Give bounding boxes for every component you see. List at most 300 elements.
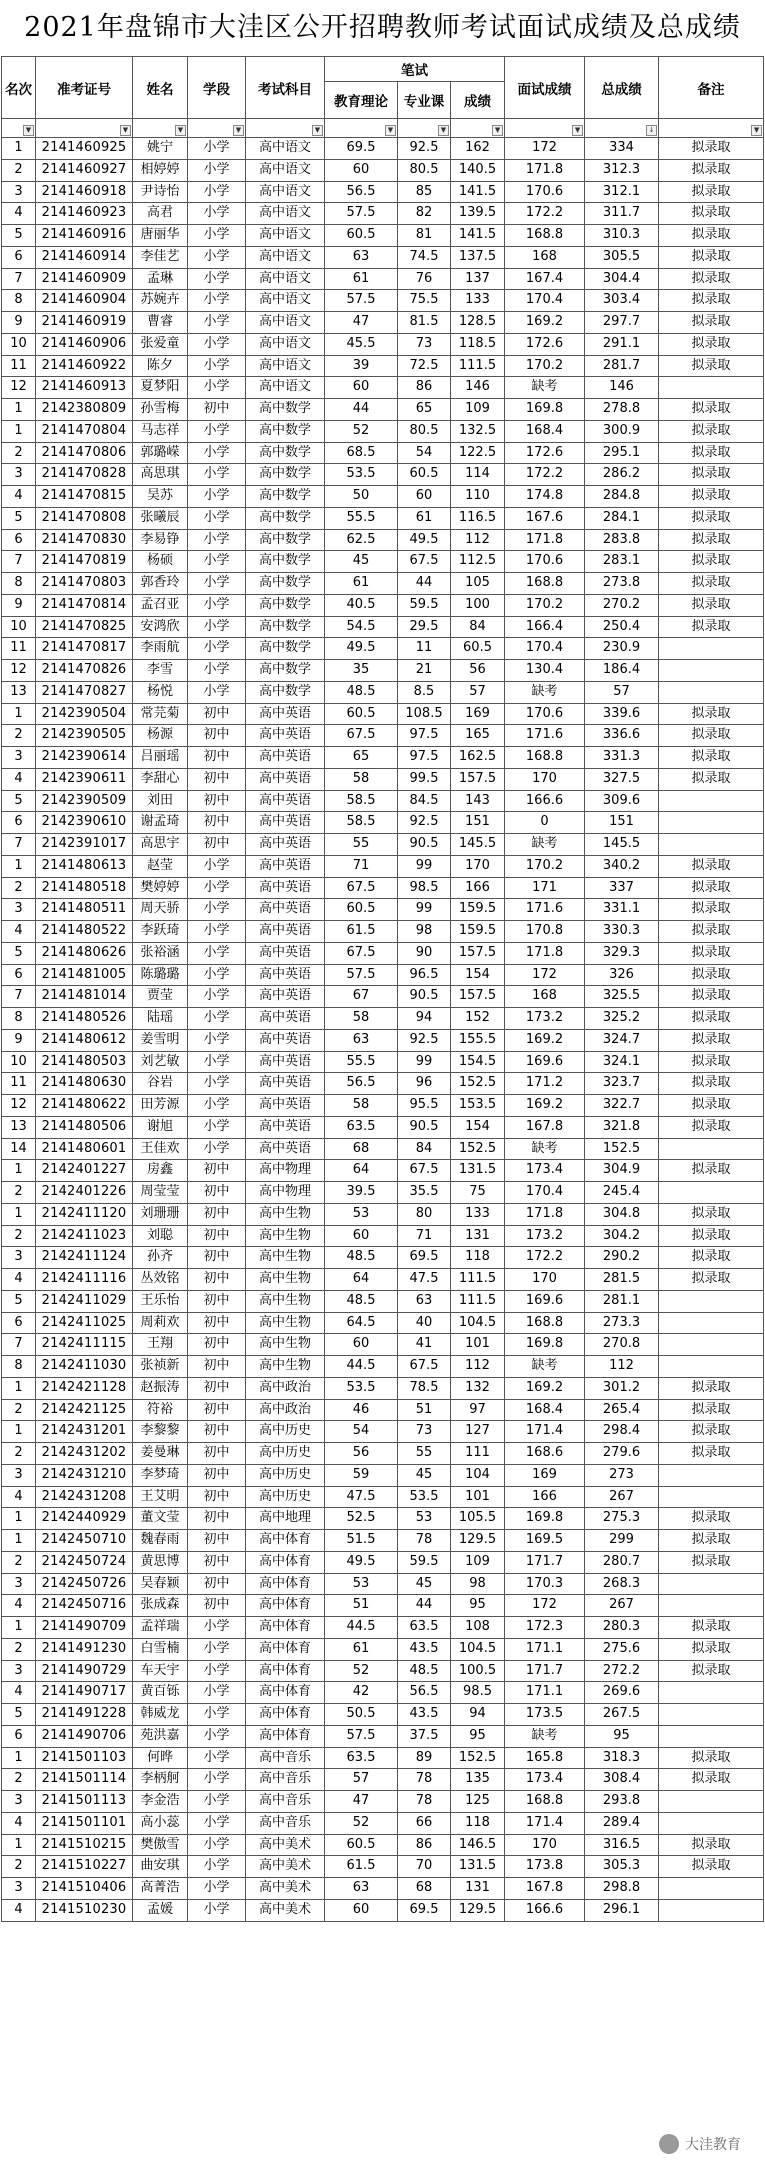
- cell-name: 陈夕: [133, 355, 188, 377]
- cell-note: 拟录取: [659, 268, 764, 290]
- cell-interview: 130.4: [505, 660, 585, 682]
- cell-major: 47.5: [398, 1269, 451, 1291]
- dropdown-arrow-icon[interactable]: ▼: [572, 125, 583, 136]
- cell-subject: 高中英语: [246, 899, 325, 921]
- dropdown-arrow-icon[interactable]: ▼: [23, 125, 34, 136]
- cell-name: 李梦琦: [133, 1464, 188, 1486]
- cell-note: 拟录取: [659, 464, 764, 486]
- table-row: [2, 507, 764, 529]
- cell-level: 小学: [188, 1747, 246, 1769]
- dropdown-arrow-icon[interactable]: ▼: [751, 125, 762, 136]
- cell-subject: 高中英语: [246, 921, 325, 943]
- cell-note: 拟录取: [659, 725, 764, 747]
- cell-major: 59.5: [398, 1551, 451, 1573]
- dropdown-arrow-icon[interactable]: ▼: [438, 125, 449, 136]
- cell-written-score: 133: [451, 1203, 505, 1225]
- cell-rank: 11: [2, 1073, 36, 1095]
- cell-subject: 高中英语: [246, 964, 325, 986]
- cell-major: 67.5: [398, 551, 451, 573]
- table-row: [2, 1095, 764, 1117]
- cell-interview: 170.2: [505, 855, 585, 877]
- cell-name: 姜雪明: [133, 1029, 188, 1051]
- cell-major: 78: [398, 1791, 451, 1813]
- cell-exam-id: 2141481005: [36, 964, 133, 986]
- cell-theory: 35: [325, 660, 398, 682]
- cell-theory: 42: [325, 1682, 398, 1704]
- cell-theory: 58: [325, 768, 398, 790]
- cell-level: 初中: [188, 1334, 246, 1356]
- cell-exam-id: 2142450710: [36, 1530, 133, 1552]
- cell-rank: 7: [2, 268, 36, 290]
- cell-subject: 高中数学: [246, 507, 325, 529]
- cell-total: 186.4: [585, 660, 659, 682]
- table-row: [2, 616, 764, 638]
- cell-major: 73: [398, 1421, 451, 1443]
- cell-subject: 高中生物: [246, 1247, 325, 1269]
- filter-cell-theory: [325, 119, 398, 138]
- cell-major: 86: [398, 377, 451, 399]
- table-row: [2, 986, 764, 1008]
- cell-note: 拟录取: [659, 333, 764, 355]
- cell-exam-id: 2141480613: [36, 855, 133, 877]
- cell-interview: 167.8: [505, 1116, 585, 1138]
- cell-theory: 67: [325, 986, 398, 1008]
- cell-total: 95: [585, 1725, 659, 1747]
- filter-row: [2, 119, 764, 138]
- cell-theory: 60.5: [325, 703, 398, 725]
- cell-total: 325.5: [585, 986, 659, 1008]
- cell-interview: 170.6: [505, 181, 585, 203]
- cell-subject: 高中英语: [246, 725, 325, 747]
- cell-major: 45: [398, 1464, 451, 1486]
- cell-written-score: 109: [451, 1551, 505, 1573]
- cell-subject: 高中美术: [246, 1834, 325, 1856]
- dropdown-arrow-icon[interactable]: ▼: [312, 125, 323, 136]
- cell-rank: 10: [2, 1051, 36, 1073]
- table-row: [2, 1704, 764, 1726]
- cell-subject: 高中语文: [246, 246, 325, 268]
- cell-written-score: 122.5: [451, 442, 505, 464]
- cell-written-score: 110: [451, 486, 505, 508]
- header-level: 学段: [188, 57, 246, 119]
- cell-major: 67.5: [398, 1160, 451, 1182]
- table-row: [2, 1203, 764, 1225]
- cell-name: 韩威龙: [133, 1704, 188, 1726]
- cell-note: 拟录取: [659, 986, 764, 1008]
- cell-name: 张裕涵: [133, 942, 188, 964]
- cell-exam-id: 2142401227: [36, 1160, 133, 1182]
- cell-total: 152.5: [585, 1138, 659, 1160]
- cell-total: 312.1: [585, 181, 659, 203]
- dropdown-arrow-icon[interactable]: ▼: [385, 125, 396, 136]
- cell-name: 陆瑶: [133, 1008, 188, 1030]
- cell-name: 吴春颖: [133, 1573, 188, 1595]
- cell-note: 拟录取: [659, 1421, 764, 1443]
- cell-level: 小学: [188, 1095, 246, 1117]
- cell-level: 小学: [188, 1116, 246, 1138]
- cell-rank: 1: [2, 855, 36, 877]
- cell-subject: 高中英语: [246, 986, 325, 1008]
- table-row: [2, 1377, 764, 1399]
- cell-theory: 54: [325, 1421, 398, 1443]
- cell-subject: 高中音乐: [246, 1791, 325, 1813]
- cell-theory: 48.5: [325, 1247, 398, 1269]
- cell-rank: 2: [2, 442, 36, 464]
- cell-name: 贾莹: [133, 986, 188, 1008]
- cell-note: 拟录取: [659, 964, 764, 986]
- cell-total: 268.3: [585, 1573, 659, 1595]
- dropdown-arrow-icon[interactable]: ▼: [175, 125, 186, 136]
- cell-total: 284.8: [585, 486, 659, 508]
- cell-theory: 63: [325, 1878, 398, 1900]
- cell-rank: 7: [2, 986, 36, 1008]
- cell-total: 286.2: [585, 464, 659, 486]
- cell-note: 拟录取: [659, 290, 764, 312]
- cell-exam-id: 2141460919: [36, 312, 133, 334]
- cell-note: 拟录取: [659, 1638, 764, 1660]
- cell-written-score: 152.5: [451, 1138, 505, 1160]
- cell-note: 拟录取: [659, 507, 764, 529]
- cell-note: [659, 790, 764, 812]
- cell-exam-id: 2142450716: [36, 1595, 133, 1617]
- cell-note: 拟录取: [659, 1160, 764, 1182]
- cell-exam-id: 2142411029: [36, 1290, 133, 1312]
- cell-total: 145.5: [585, 834, 659, 856]
- cell-theory: 39: [325, 355, 398, 377]
- cell-note: [659, 1356, 764, 1378]
- cell-subject: 高中数学: [246, 638, 325, 660]
- cell-total: 305.5: [585, 246, 659, 268]
- cell-note: [659, 1812, 764, 1834]
- cell-theory: 60: [325, 1899, 398, 1921]
- table-row: [2, 377, 764, 399]
- cell-subject: 高中英语: [246, 855, 325, 877]
- cell-exam-id: 2141460904: [36, 290, 133, 312]
- cell-level: 小学: [188, 964, 246, 986]
- cell-interview: 173.2: [505, 1008, 585, 1030]
- cell-name: 高君: [133, 203, 188, 225]
- cell-rank: 5: [2, 1290, 36, 1312]
- cell-major: 44: [398, 573, 451, 595]
- header-subject: 考试科目: [246, 57, 325, 119]
- score-table: [1, 56, 764, 1922]
- cell-theory: 58.5: [325, 790, 398, 812]
- cell-theory: 56: [325, 1443, 398, 1465]
- cell-theory: 60: [325, 377, 398, 399]
- cell-interview: 172: [505, 138, 585, 160]
- cell-rank: 4: [2, 1486, 36, 1508]
- cell-exam-id: 2141490729: [36, 1660, 133, 1682]
- cell-major: 37.5: [398, 1725, 451, 1747]
- cell-note: [659, 1725, 764, 1747]
- cell-total: 309.6: [585, 790, 659, 812]
- cell-note: [659, 1573, 764, 1595]
- dropdown-arrow-icon[interactable]: ▼: [120, 125, 131, 136]
- cell-note: 拟录取: [659, 159, 764, 181]
- filter-cell-note: [659, 119, 764, 138]
- cell-written-score: 100.5: [451, 1660, 505, 1682]
- cell-total: 337: [585, 877, 659, 899]
- cell-exam-id: 2142411120: [36, 1203, 133, 1225]
- table-row: [2, 529, 764, 551]
- cell-subject: 高中体育: [246, 1551, 325, 1573]
- cell-interview: 172.6: [505, 333, 585, 355]
- cell-major: 81.5: [398, 312, 451, 334]
- cell-name: 谷岩: [133, 1073, 188, 1095]
- table-row: [2, 768, 764, 790]
- cell-level: 小学: [188, 1029, 246, 1051]
- cell-total: 322.7: [585, 1095, 659, 1117]
- cell-interview: 171.7: [505, 1660, 585, 1682]
- cell-interview: 172.2: [505, 203, 585, 225]
- cell-interview: 171.6: [505, 899, 585, 921]
- cell-theory: 58: [325, 1095, 398, 1117]
- table-row: [2, 442, 764, 464]
- cell-theory: 47: [325, 1791, 398, 1813]
- cell-level: 小学: [188, 333, 246, 355]
- cell-subject: 高中音乐: [246, 1812, 325, 1834]
- cell-major: 74.5: [398, 246, 451, 268]
- cell-written-score: 111.5: [451, 355, 505, 377]
- cell-written-score: 112: [451, 529, 505, 551]
- cell-rank: 4: [2, 1812, 36, 1834]
- cell-total: 270.2: [585, 594, 659, 616]
- cell-note: 拟录取: [659, 1008, 764, 1030]
- cell-theory: 54.5: [325, 616, 398, 638]
- cell-name: 李甜心: [133, 768, 188, 790]
- cell-exam-id: 2142431208: [36, 1486, 133, 1508]
- dropdown-arrow-icon[interactable]: ▼: [492, 125, 503, 136]
- cell-note: 拟录取: [659, 616, 764, 638]
- cell-total: 269.6: [585, 1682, 659, 1704]
- cell-subject: 高中体育: [246, 1704, 325, 1726]
- cell-major: 84.5: [398, 790, 451, 812]
- cell-total: 273: [585, 1464, 659, 1486]
- cell-total: 267: [585, 1486, 659, 1508]
- cell-written-score: 129.5: [451, 1899, 505, 1921]
- cell-rank: 2: [2, 1551, 36, 1573]
- cell-theory: 69.5: [325, 138, 398, 160]
- cell-subject: 高中数学: [246, 399, 325, 421]
- table-row: [2, 1617, 764, 1639]
- cell-total: 304.4: [585, 268, 659, 290]
- cell-note: 拟录取: [659, 877, 764, 899]
- cell-total: 303.4: [585, 290, 659, 312]
- cell-subject: 高中英语: [246, 834, 325, 856]
- cell-rank: 1: [2, 1421, 36, 1443]
- cell-written-score: 141.5: [451, 225, 505, 247]
- cell-total: 298.4: [585, 1421, 659, 1443]
- cell-theory: 52: [325, 1660, 398, 1682]
- cell-note: [659, 1290, 764, 1312]
- cell-total: 281.7: [585, 355, 659, 377]
- cell-exam-id: 2141460927: [36, 159, 133, 181]
- cell-subject: 高中体育: [246, 1682, 325, 1704]
- cell-subject: 高中语文: [246, 138, 325, 160]
- cell-exam-id: 2142411023: [36, 1225, 133, 1247]
- cell-major: 21: [398, 660, 451, 682]
- cell-written-score: 112.5: [451, 551, 505, 573]
- cell-theory: 57.5: [325, 290, 398, 312]
- cell-total: 323.7: [585, 1073, 659, 1095]
- cell-interview: 167.6: [505, 507, 585, 529]
- cell-level: 小学: [188, 1769, 246, 1791]
- cell-interview: 173.4: [505, 1769, 585, 1791]
- cell-major: 80: [398, 1203, 451, 1225]
- cell-subject: 高中生物: [246, 1203, 325, 1225]
- cell-major: 71: [398, 1225, 451, 1247]
- cell-interview: 172.2: [505, 464, 585, 486]
- cell-rank: 13: [2, 1116, 36, 1138]
- cell-theory: 48.5: [325, 681, 398, 703]
- cell-level: 小学: [188, 377, 246, 399]
- cell-exam-id: 2141480522: [36, 921, 133, 943]
- cell-exam-id: 2141491230: [36, 1638, 133, 1660]
- cell-rank: 9: [2, 594, 36, 616]
- cell-subject: 高中英语: [246, 1029, 325, 1051]
- cell-total: 146: [585, 377, 659, 399]
- cell-total: 321.8: [585, 1116, 659, 1138]
- cell-exam-id: 2142411025: [36, 1312, 133, 1334]
- dropdown-arrow-icon[interactable]: ▼: [233, 125, 244, 136]
- cell-level: 初中: [188, 768, 246, 790]
- cell-written-score: 162.5: [451, 747, 505, 769]
- cell-major: 45: [398, 1573, 451, 1595]
- cell-major: 41: [398, 1334, 451, 1356]
- cell-name: 王佳欢: [133, 1138, 188, 1160]
- cell-exam-id: 2141470827: [36, 681, 133, 703]
- cell-name: 郭香玲: [133, 573, 188, 595]
- cell-name: 赵莹: [133, 855, 188, 877]
- cell-theory: 68.5: [325, 442, 398, 464]
- cell-name: 李金浩: [133, 1791, 188, 1813]
- cell-major: 92.5: [398, 138, 451, 160]
- filter-cell-name: [133, 119, 188, 138]
- cell-written-score: 159.5: [451, 921, 505, 943]
- cell-exam-id: 2142411116: [36, 1269, 133, 1291]
- cell-level: 小学: [188, 921, 246, 943]
- cell-major: 70: [398, 1856, 451, 1878]
- cell-rank: 2: [2, 1399, 36, 1421]
- cell-subject: 高中语文: [246, 181, 325, 203]
- cell-theory: 47.5: [325, 1486, 398, 1508]
- cell-level: 小学: [188, 573, 246, 595]
- cell-total: 280.3: [585, 1617, 659, 1639]
- cell-exam-id: 2141460906: [36, 333, 133, 355]
- cell-name: 高思宇: [133, 834, 188, 856]
- cell-level: 初中: [188, 1356, 246, 1378]
- cell-interview: 167.8: [505, 1878, 585, 1900]
- cell-rank: 8: [2, 290, 36, 312]
- cell-note: 拟录取: [659, 1073, 764, 1095]
- cell-written-score: 114: [451, 464, 505, 486]
- table-row: [2, 1530, 764, 1552]
- cell-rank: 3: [2, 1791, 36, 1813]
- cell-subject: 高中美术: [246, 1856, 325, 1878]
- cell-level: 初中: [188, 1269, 246, 1291]
- cell-written-score: 166: [451, 877, 505, 899]
- cell-written-score: 137: [451, 268, 505, 290]
- filter-cell-major: [398, 119, 451, 138]
- cell-major: 98.5: [398, 877, 451, 899]
- cell-interview: 173.4: [505, 1160, 585, 1182]
- cell-exam-id: 2141460923: [36, 203, 133, 225]
- cell-written-score: 105.5: [451, 1508, 505, 1530]
- cell-exam-id: 2141480506: [36, 1116, 133, 1138]
- cell-total: 245.4: [585, 1182, 659, 1204]
- cell-rank: 4: [2, 768, 36, 790]
- table-row: [2, 1138, 764, 1160]
- cell-exam-id: 2141470830: [36, 529, 133, 551]
- cell-total: 270.8: [585, 1334, 659, 1356]
- cell-name: 丛效铭: [133, 1269, 188, 1291]
- cell-interview: 169.5: [505, 1530, 585, 1552]
- cell-exam-id: 2142390504: [36, 703, 133, 725]
- cell-total: 308.4: [585, 1769, 659, 1791]
- cell-name: 孟召亚: [133, 594, 188, 616]
- cell-interview: 169.2: [505, 312, 585, 334]
- cell-subject: 高中生物: [246, 1269, 325, 1291]
- cell-major: 72.5: [398, 355, 451, 377]
- cell-total: 340.2: [585, 855, 659, 877]
- cell-note: 拟录取: [659, 1116, 764, 1138]
- cell-level: 小学: [188, 181, 246, 203]
- cell-subject: 高中数学: [246, 529, 325, 551]
- cell-exam-id: 2141480518: [36, 877, 133, 899]
- cell-total: 250.4: [585, 616, 659, 638]
- cell-major: 67.5: [398, 1356, 451, 1378]
- cell-total: 283.8: [585, 529, 659, 551]
- cell-name: 苑洪嘉: [133, 1725, 188, 1747]
- cell-total: 290.2: [585, 1247, 659, 1269]
- cell-major: 80.5: [398, 159, 451, 181]
- table-row: [2, 486, 764, 508]
- sort-descending-icon[interactable]: ↓: [646, 125, 657, 136]
- cell-name: 李雪: [133, 660, 188, 682]
- cell-major: 99: [398, 1051, 451, 1073]
- cell-level: 初中: [188, 1443, 246, 1465]
- cell-name: 王翔: [133, 1334, 188, 1356]
- cell-subject: 高中语文: [246, 377, 325, 399]
- cell-level: 小学: [188, 1704, 246, 1726]
- filter-cell-subject: [246, 119, 325, 138]
- cell-rank: 2: [2, 1638, 36, 1660]
- cell-major: 61: [398, 507, 451, 529]
- cell-theory: 60: [325, 1334, 398, 1356]
- cell-name: 樊傲雪: [133, 1834, 188, 1856]
- cell-major: 85: [398, 181, 451, 203]
- filter-cell-total: [585, 119, 659, 138]
- cell-subject: 高中英语: [246, 1138, 325, 1160]
- filter-cell-interview: [505, 119, 585, 138]
- cell-level: 初中: [188, 1203, 246, 1225]
- cell-note: 拟录取: [659, 420, 764, 442]
- cell-rank: 4: [2, 1899, 36, 1921]
- cell-total: 281.1: [585, 1290, 659, 1312]
- cell-major: 55: [398, 1443, 451, 1465]
- cell-interview: 168.8: [505, 573, 585, 595]
- table-row: [2, 551, 764, 573]
- cell-level: 初中: [188, 747, 246, 769]
- cell-level: 小学: [188, 1682, 246, 1704]
- cell-theory: 64.5: [325, 1312, 398, 1334]
- cell-subject: 高中体育: [246, 1573, 325, 1595]
- cell-major: 90.5: [398, 834, 451, 856]
- cell-major: 78: [398, 1769, 451, 1791]
- cell-note: 拟录取: [659, 1247, 764, 1269]
- cell-major: 78.5: [398, 1377, 451, 1399]
- cell-rank: 7: [2, 551, 36, 573]
